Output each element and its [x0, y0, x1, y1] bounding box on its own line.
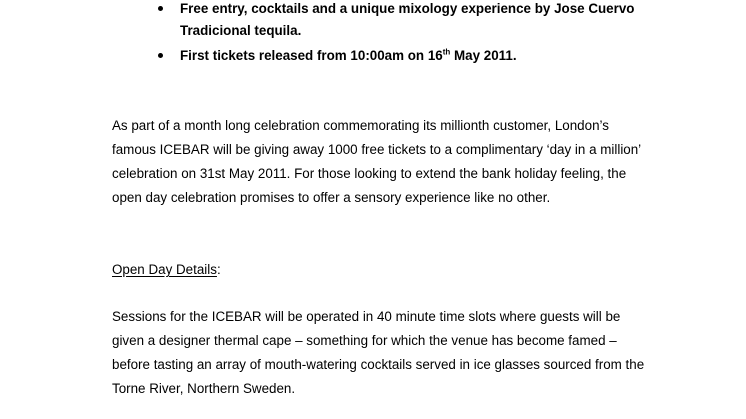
- highlight-bullet-tickets: [155, 45, 635, 67]
- heading-suffix: :: [216, 262, 221, 277]
- ordinal-suffix: th: [442, 47, 451, 57]
- heading-underlined-text: Open Day Details: [112, 262, 217, 277]
- highlight-bullet-free-entry: [155, 0, 635, 42]
- highlight-text: Free entry, cocktails and a unique mixology experience by Jose Cuervo Tradicional tequila.: [180, 1, 635, 38]
- highlights-list: [155, 0, 635, 70]
- bullet-dot-icon: [158, 53, 163, 58]
- intro-paragraph: As part of a month long celebration commemorating its millionth customer, London’s famous ICEBAR will be giving away 1000 free tickets to a complimentary ‘day in a million’ celebration on 31st May 2011. For those looking to extend the bank holiday feeling, the open day celebration promises to offer a sensory experience like no other.: [112, 118, 641, 205]
- open-day-details-heading: [112, 258, 221, 282]
- highlight-text-after: May 2011.: [450, 48, 517, 63]
- bullet-dot-icon: [158, 6, 163, 11]
- highlight-text-before: First tickets released from 10:00am on 16: [180, 48, 443, 63]
- sessions-paragraph: Sessions for the ICEBAR will be operated in 40 minute time slots where guests will be given a designer thermal cape – something for which the venue has become famed – before tasting an array of mouth-watering cocktails served in ice glasses sourced from the Torne River, Northern Sweden.: [112, 309, 645, 396]
